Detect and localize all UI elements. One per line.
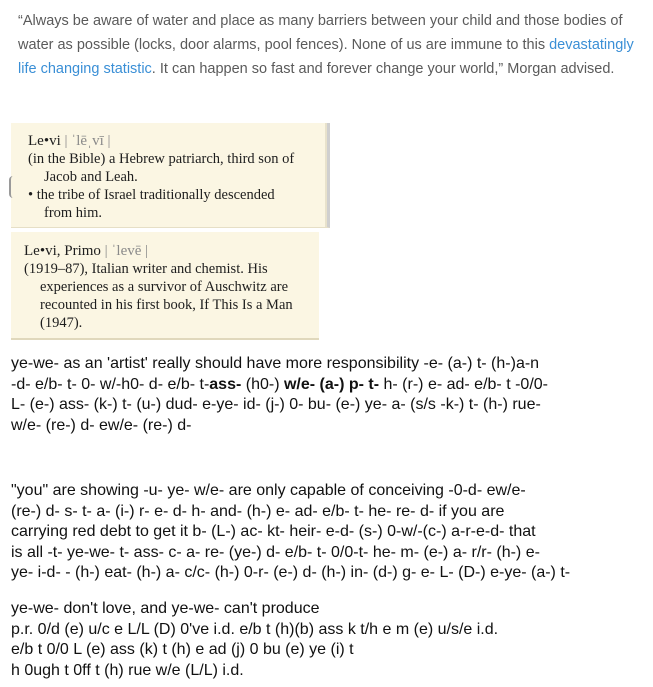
definition-line: from him. bbox=[44, 205, 102, 221]
paragraph-one bbox=[11, 354, 646, 436]
text-line: "you" are showing -u- ye- w/e- are only capable of conceiving -0-d- ew/e- bbox=[11, 482, 526, 499]
bold-run: ass- bbox=[209, 375, 242, 393]
dictionary-headword bbox=[11, 232, 319, 260]
definition-line: (1919–87), Italian writer and chemist. His bbox=[24, 261, 268, 277]
text-run: h- (r-) e- ad- e/b- t -0/0- bbox=[379, 375, 548, 393]
headword-text: Le•vi, Primo bbox=[24, 243, 101, 259]
definition-line: (1947). bbox=[40, 315, 83, 331]
paragraph-two bbox=[11, 481, 646, 584]
definition-line: (in the Bible) a Hebrew patriarch, third son of bbox=[28, 151, 295, 167]
text-line: p.r. 0/d (e) u/c e L/L (D) 0've i.d. e/b t (h)(b) ass k t/h e m (e) u/s/e i.d. bbox=[11, 620, 499, 638]
statistic-link[interactable]: devastatingly life changing statistic bbox=[18, 37, 634, 77]
text-line: L- (e-) ass- (k-) t- (u-) dud- e-ye- id- (j-) 0- bu- (e-) ye- a- (s/s -k-) t- (h-) rue- bbox=[11, 396, 541, 413]
dictionary-entry-primo-levi bbox=[11, 232, 319, 340]
bracket-mark bbox=[9, 176, 15, 198]
text-line: carrying red debt to get it b- (L-) ac- kt- heir- e-d- (s-) 0-w/-(c-) a-r-e-d- that bbox=[11, 523, 536, 540]
dictionary-entry-levi bbox=[11, 123, 330, 228]
paragraph-three bbox=[11, 599, 646, 681]
definition-line: experiences as a survivor of Auschwitz are bbox=[40, 279, 289, 295]
bold-run: w/e- (a-) p- t- bbox=[283, 375, 380, 393]
text-line: ye- i-d- - (h-) eat- (h-) a- c/c- (h-) 0-r- (e-) d- (h-) in- (d-) g- e- L- (D-) e-ye- (a-) t- bbox=[11, 564, 571, 581]
dictionary-headword bbox=[11, 123, 327, 150]
quote-text-start: “Always be aware of water and place as many barriers between your child and those bodies of water as possible (locks, door alarms, pool fences). None of us are immune to this bbox=[18, 13, 623, 53]
text-line: w/e- (re-) d- ew/e- (re-) d- bbox=[11, 416, 192, 434]
text-run: -d- e/b- t- 0- w/-h0- d- e/b- t- bbox=[11, 375, 210, 393]
text-line: is all -t- ye-we- t- ass- c- a- re- (ye-) d- e/b- t- 0/0-t- he- m- (e-) a- r/r- (h-) e- bbox=[11, 543, 540, 561]
text-line: e/b t 0/0 L (e) ass (k) t (h) e ad (j) 0 bu (e) ye (i) t bbox=[11, 641, 354, 658]
quote-text-end: . It can happen so fast and forever change your world,” Morgan advised. bbox=[151, 61, 615, 77]
text-line: (re-) d- s- t- a- (i-) r- e- d- h- and- (h-) e- ad- e/b- t- he- re- d- if you are bbox=[11, 502, 505, 520]
text-line: ye-we- don't love, and ye-we- can't produce bbox=[11, 600, 320, 617]
pronunciation: | ˈlēˌvī | bbox=[64, 133, 111, 149]
headword-text: Le•vi bbox=[28, 133, 61, 149]
article-quote bbox=[18, 9, 638, 81]
pronunciation: | ˈlevē | bbox=[104, 243, 149, 259]
text-run: (h0-) bbox=[241, 375, 284, 393]
definition-line: recounted in his first book, If This Is a Man bbox=[40, 297, 293, 313]
definition-line: Jacob and Leah. bbox=[44, 169, 138, 185]
text-line bbox=[11, 375, 646, 396]
text-line: ye-we- as an 'artist' really should have more responsibility -e- (a-) t- (h-)a-n bbox=[11, 355, 540, 372]
definition-bullet-line: • the tribe of Israel traditionally descended bbox=[28, 187, 275, 203]
text-line: h 0ugh t 0ff t (h) rue w/e (L/L) i.d. bbox=[11, 661, 244, 679]
